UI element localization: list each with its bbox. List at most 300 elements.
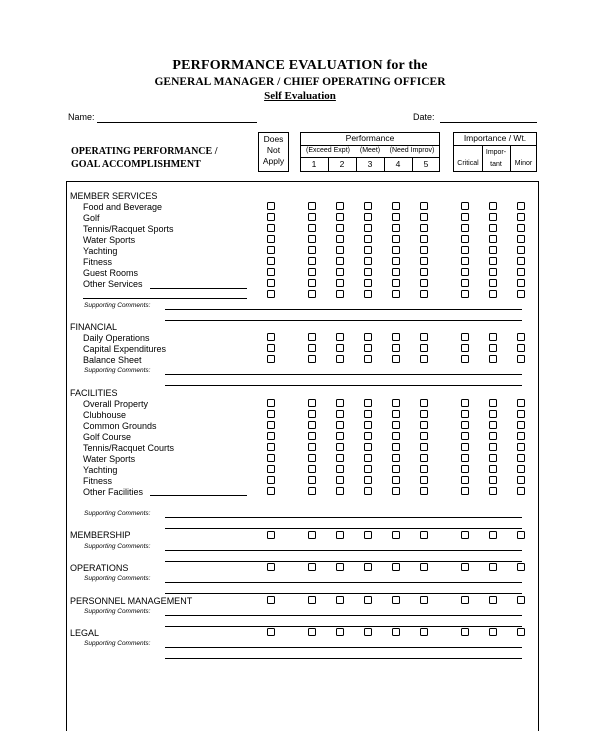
checkbox-importance-important[interactable] [489,476,497,484]
checkbox-perf-1[interactable] [308,410,316,418]
checkbox-does-not-apply[interactable] [267,628,275,636]
checkbox-perf-3[interactable] [364,476,372,484]
checkbox-importance-critical[interactable] [461,421,469,429]
comments-line[interactable] [165,550,522,551]
checkbox-importance-important[interactable] [489,246,497,254]
descriptor-need-improv: (Need Improv) [389,147,435,154]
supporting-comments-label: Supporting Comments: [84,367,151,374]
row-label: Golf [83,213,100,223]
checkbox-perf-2[interactable] [336,235,344,243]
checkbox-does-not-apply[interactable] [267,213,275,221]
checkbox-perf-1[interactable] [308,290,316,298]
checkbox-perf-5[interactable] [420,202,428,210]
comments-line[interactable] [165,615,522,616]
checkbox-perf-1[interactable] [308,268,316,276]
checkbox-importance-important[interactable] [489,399,497,407]
checkbox-importance-critical[interactable] [461,531,469,539]
checkbox-importance-critical[interactable] [461,213,469,221]
checkbox-importance-critical[interactable] [461,399,469,407]
checkbox-does-not-apply[interactable] [267,246,275,254]
comments-line[interactable] [165,626,522,627]
checkbox-perf-5[interactable] [420,410,428,418]
checkbox-importance-critical[interactable] [461,246,469,254]
checkbox-importance-important[interactable] [489,628,497,636]
checkbox-importance-minor[interactable] [517,257,525,265]
checkbox-does-not-apply[interactable] [267,268,275,276]
checkbox-importance-minor[interactable] [517,213,525,221]
checkbox-importance-critical[interactable] [461,202,469,210]
importance-divider [453,145,537,146]
comments-line[interactable] [165,385,522,386]
checkbox-perf-4[interactable] [392,465,400,473]
checkbox-perf-2[interactable] [336,224,344,232]
checkbox-perf-5[interactable] [420,628,428,636]
checkbox-perf-5[interactable] [420,443,428,451]
checkbox-perf-5[interactable] [420,290,428,298]
comments-line[interactable] [165,593,522,594]
checkbox-importance-critical[interactable] [461,487,469,495]
checkbox-does-not-apply[interactable] [267,257,275,265]
checkbox-importance-minor[interactable] [517,202,525,210]
checkbox-perf-3[interactable] [364,628,372,636]
checkbox-perf-3[interactable] [364,290,372,298]
checkbox-perf-1[interactable] [308,531,316,539]
checkbox-perf-4[interactable] [392,443,400,451]
checkbox-perf-1[interactable] [308,279,316,287]
checkbox-perf-2[interactable] [336,596,344,604]
checkbox-perf-4[interactable] [392,487,400,495]
checkbox-perf-1[interactable] [308,487,316,495]
checkbox-perf-3[interactable] [364,443,372,451]
checkbox-perf-4[interactable] [392,235,400,243]
comments-line[interactable] [165,374,522,375]
supporting-comments-label: Supporting Comments: [84,640,151,647]
checkbox-importance-minor[interactable] [517,563,525,571]
checkbox-importance-important[interactable] [489,344,497,352]
checkbox-perf-4[interactable] [392,333,400,341]
section-title-line1: OPERATING PERFORMANCE / [71,146,218,157]
descriptor-exceed: (Exceed Expt) [306,147,350,154]
score-2: 2 [339,159,345,169]
checkbox-importance-important[interactable] [489,279,497,287]
checkbox-does-not-apply[interactable] [267,432,275,440]
comments-line[interactable] [165,658,522,659]
checkbox-perf-1[interactable] [308,333,316,341]
checkbox-importance-important[interactable] [489,410,497,418]
checkbox-perf-2[interactable] [336,279,344,287]
section-membership: MEMBERSHIP [70,530,131,540]
row-label: Yachting [83,465,118,475]
checkbox-perf-2[interactable] [336,257,344,265]
supporting-comments-label: Supporting Comments: [84,302,151,309]
checkbox-importance-minor[interactable] [517,596,525,604]
section-member-services: MEMBER SERVICES [70,191,158,201]
checkbox-perf-1[interactable] [308,235,316,243]
checkbox-importance-important[interactable] [489,333,497,341]
checkbox-does-not-apply[interactable] [267,333,275,341]
checkbox-importance-important[interactable] [489,257,497,265]
checkbox-importance-important[interactable] [489,235,497,243]
checkbox-perf-3[interactable] [364,399,372,407]
checkbox-importance-critical[interactable] [461,563,469,571]
checkbox-perf-4[interactable] [392,202,400,210]
checkbox-perf-5[interactable] [420,279,428,287]
section-title-line2: GOAL ACCOMPLISHMENT [71,159,201,170]
checkbox-perf-2[interactable] [336,531,344,539]
checkbox-importance-important[interactable] [489,432,497,440]
checkbox-perf-2[interactable] [336,421,344,429]
performance-title: Performance [345,133,395,143]
comments-line[interactable] [165,309,522,310]
checkbox-importance-critical[interactable] [461,355,469,363]
checkbox-perf-5[interactable] [420,257,428,265]
checkbox-perf-5[interactable] [420,596,428,604]
checkbox-does-not-apply[interactable] [267,290,275,298]
row-label: Food and Beverage [83,202,163,212]
form-title: PERFORMANCE EVALUATION for the [172,58,428,73]
checkbox-perf-3[interactable] [364,333,372,341]
checkbox-importance-critical[interactable] [461,628,469,636]
section-financial: FINANCIAL [70,322,118,332]
checkbox-perf-2[interactable] [336,344,344,352]
checkbox-importance-minor[interactable] [517,465,525,473]
checkbox-importance-critical[interactable] [461,454,469,462]
checkbox-perf-4[interactable] [392,355,400,363]
checkbox-perf-2[interactable] [336,202,344,210]
row-label: Other Facilities [83,487,144,497]
row-label: Overall Property [83,399,149,409]
checkbox-importance-important[interactable] [489,596,497,604]
checkbox-importance-minor[interactable] [517,454,525,462]
checkbox-perf-1[interactable] [308,355,316,363]
checkbox-perf-1[interactable] [308,399,316,407]
row-label: Tennis/Racquet Courts [83,443,175,453]
supporting-comments-label: Supporting Comments: [84,575,151,582]
checkbox-importance-critical[interactable] [461,333,469,341]
importance-minor: Minor [514,160,533,167]
checkbox-perf-3[interactable] [364,235,372,243]
checkbox-does-not-apply[interactable] [267,235,275,243]
checkbox-importance-minor[interactable] [517,410,525,418]
checkbox-perf-5[interactable] [420,454,428,462]
checkbox-importance-critical[interactable] [461,410,469,418]
checkbox-importance-important[interactable] [489,531,497,539]
checkbox-importance-critical[interactable] [461,279,469,287]
checkbox-perf-5[interactable] [420,344,428,352]
checkbox-perf-1[interactable] [308,628,316,636]
row-label: Water Sports [83,454,136,464]
checkbox-perf-1[interactable] [308,246,316,254]
row-label: Yachting [83,246,118,256]
checkbox-perf-4[interactable] [392,213,400,221]
checkbox-perf-2[interactable] [336,399,344,407]
supporting-comments-label: Supporting Comments: [84,608,151,615]
checkbox-does-not-apply[interactable] [267,279,275,287]
checkbox-perf-5[interactable] [420,432,428,440]
checkbox-importance-important[interactable] [489,355,497,363]
checkbox-perf-2[interactable] [336,443,344,451]
checkbox-importance-important[interactable] [489,202,497,210]
date-label: Date: [413,112,435,122]
form-subtitle: GENERAL MANAGER / CHIEF OPERATING OFFICER [154,76,446,88]
checkbox-importance-minor[interactable] [517,476,525,484]
checkbox-perf-2[interactable] [336,268,344,276]
checkbox-importance-minor[interactable] [517,344,525,352]
comments-line[interactable] [165,582,522,583]
row-label: Guest Rooms [83,268,139,278]
date-field[interactable] [440,122,537,123]
checkbox-perf-3[interactable] [364,224,372,232]
checkbox-does-not-apply[interactable] [267,454,275,462]
checkbox-perf-4[interactable] [392,432,400,440]
checkbox-importance-important[interactable] [489,465,497,473]
checkbox-perf-2[interactable] [336,563,344,571]
row-label: Fitness [83,257,113,267]
score-4: 4 [395,159,401,169]
checkbox-perf-3[interactable] [364,596,372,604]
checkbox-perf-2[interactable] [336,355,344,363]
checkbox-perf-1[interactable] [308,454,316,462]
checkbox-importance-important[interactable] [489,487,497,495]
checkbox-perf-3[interactable] [364,531,372,539]
row-label: Tennis/Racquet Sports [83,224,174,234]
importance-title: Importance / Wt. [463,133,527,143]
checkbox-perf-1[interactable] [308,224,316,232]
checkbox-does-not-apply[interactable] [267,531,275,539]
section-operations: OPERATIONS [70,563,129,573]
checkbox-importance-critical[interactable] [461,268,469,276]
checkbox-does-not-apply[interactable] [267,202,275,210]
does-not-apply-header: Does Not Apply [258,132,289,172]
checkbox-importance-minor[interactable] [517,279,525,287]
checkbox-perf-3[interactable] [364,279,372,287]
checkbox-importance-minor[interactable] [517,399,525,407]
checkbox-perf-5[interactable] [420,487,428,495]
checkbox-perf-4[interactable] [392,563,400,571]
descriptor-meet: (Meet) [359,147,381,154]
checkbox-importance-important[interactable] [489,421,497,429]
checkbox-importance-important[interactable] [489,443,497,451]
checkbox-perf-2[interactable] [336,410,344,418]
checkbox-perf-5[interactable] [420,213,428,221]
score-5: 5 [423,159,429,169]
checkbox-importance-minor[interactable] [517,246,525,254]
row-label: Golf Course [83,432,132,442]
checkbox-importance-minor[interactable] [517,432,525,440]
checkbox-perf-1[interactable] [308,465,316,473]
other-facilities-line[interactable] [150,495,247,496]
checkbox-perf-2[interactable] [336,465,344,473]
checkbox-perf-4[interactable] [392,410,400,418]
row-label: Common Grounds [83,421,157,431]
checkbox-perf-4[interactable] [392,344,400,352]
checkbox-perf-4[interactable] [392,279,400,287]
checkbox-does-not-apply[interactable] [267,443,275,451]
checkbox-perf-4[interactable] [392,224,400,232]
checkbox-perf-3[interactable] [364,213,372,221]
checkbox-importance-important[interactable] [489,290,497,298]
checkbox-importance-important[interactable] [489,454,497,462]
checkbox-perf-2[interactable] [336,454,344,462]
checkbox-perf-2[interactable] [336,290,344,298]
evaluation-type: Self Evaluation [264,90,336,102]
score-1: 1 [311,159,317,169]
checkbox-importance-critical[interactable] [461,432,469,440]
row-label: Daily Operations [83,333,150,343]
checkbox-importance-minor[interactable] [517,487,525,495]
checkbox-perf-4[interactable] [392,268,400,276]
other-services-line[interactable] [83,298,247,299]
row-label: Capital Expenditures [83,344,167,354]
checkbox-perf-2[interactable] [336,476,344,484]
checkbox-perf-4[interactable] [392,399,400,407]
checkbox-perf-5[interactable] [420,333,428,341]
supporting-comments-label: Supporting Comments: [84,543,151,550]
name-label: Name: [68,112,95,122]
checkbox-importance-critical[interactable] [461,290,469,298]
checkbox-perf-3[interactable] [364,246,372,254]
checkbox-perf-5[interactable] [420,421,428,429]
checkbox-perf-1[interactable] [308,213,316,221]
checkbox-perf-4[interactable] [392,476,400,484]
checkbox-importance-critical[interactable] [461,235,469,243]
checkbox-does-not-apply[interactable] [267,224,275,232]
checkbox-perf-3[interactable] [364,355,372,363]
checkbox-perf-5[interactable] [420,476,428,484]
importance-important: Impor- tant [485,149,507,168]
checkbox-perf-1[interactable] [308,432,316,440]
checkbox-importance-critical[interactable] [461,224,469,232]
checkbox-perf-1[interactable] [308,257,316,265]
checkbox-importance-minor[interactable] [517,443,525,451]
checkbox-importance-critical[interactable] [461,443,469,451]
checkbox-perf-4[interactable] [392,531,400,539]
checkbox-importance-critical[interactable] [461,257,469,265]
checkbox-perf-5[interactable] [420,399,428,407]
checkbox-importance-critical[interactable] [461,465,469,473]
comments-line[interactable] [165,528,522,529]
checkbox-does-not-apply[interactable] [267,476,275,484]
supporting-comments-label: Supporting Comments: [84,510,151,517]
checkbox-perf-3[interactable] [364,454,372,462]
row-label: Fitness [83,476,113,486]
section-facilities: FACILITIES [70,388,118,398]
checkbox-perf-1[interactable] [308,421,316,429]
checkbox-does-not-apply[interactable] [267,355,275,363]
checkbox-does-not-apply[interactable] [267,399,275,407]
checkbox-perf-3[interactable] [364,344,372,352]
checkbox-perf-3[interactable] [364,465,372,473]
checkbox-importance-critical[interactable] [461,344,469,352]
checkbox-perf-5[interactable] [420,563,428,571]
checkbox-importance-minor[interactable] [517,290,525,298]
checkbox-importance-critical[interactable] [461,476,469,484]
section-legal: LEGAL [70,628,100,638]
checkbox-perf-3[interactable] [364,421,372,429]
checkbox-perf-2[interactable] [336,432,344,440]
checkbox-perf-1[interactable] [308,476,316,484]
checkbox-perf-5[interactable] [420,224,428,232]
checkbox-importance-important[interactable] [489,224,497,232]
checkbox-perf-5[interactable] [420,355,428,363]
comments-line[interactable] [165,561,522,562]
checkbox-does-not-apply[interactable] [267,421,275,429]
checkbox-perf-4[interactable] [392,257,400,265]
checkbox-importance-minor[interactable] [517,355,525,363]
checkbox-perf-4[interactable] [392,246,400,254]
checkbox-importance-critical[interactable] [461,596,469,604]
checkbox-does-not-apply[interactable] [267,344,275,352]
checkbox-perf-4[interactable] [392,596,400,604]
checkbox-perf-2[interactable] [336,246,344,254]
other-services-line[interactable] [150,288,247,289]
checkbox-does-not-apply[interactable] [267,465,275,473]
checkbox-perf-1[interactable] [308,344,316,352]
checkbox-perf-3[interactable] [364,432,372,440]
name-field[interactable] [97,122,257,123]
checkbox-perf-5[interactable] [420,531,428,539]
section-personnel-management: PERSONNEL MANAGEMENT [70,596,193,606]
checkbox-perf-3[interactable] [364,202,372,210]
checkbox-does-not-apply[interactable] [267,487,275,495]
checkbox-importance-minor[interactable] [517,628,525,636]
checkbox-importance-minor[interactable] [517,268,525,276]
checkbox-perf-3[interactable] [364,563,372,571]
checkbox-importance-minor[interactable] [517,333,525,341]
checkbox-perf-5[interactable] [420,268,428,276]
checkbox-does-not-apply[interactable] [267,410,275,418]
checkbox-perf-1[interactable] [308,596,316,604]
checkbox-importance-important[interactable] [489,213,497,221]
checkbox-importance-important[interactable] [489,563,497,571]
comments-line[interactable] [165,517,522,518]
checkbox-importance-minor[interactable] [517,531,525,539]
checkbox-perf-5[interactable] [420,235,428,243]
checkbox-perf-3[interactable] [364,257,372,265]
checkbox-perf-2[interactable] [336,628,344,636]
checkbox-perf-1[interactable] [308,443,316,451]
checkbox-does-not-apply[interactable] [267,596,275,604]
row-label: Clubhouse [83,410,127,420]
checkbox-importance-important[interactable] [489,268,497,276]
checkbox-does-not-apply[interactable] [267,563,275,571]
checkbox-perf-3[interactable] [364,410,372,418]
checkbox-perf-4[interactable] [392,454,400,462]
checkbox-perf-4[interactable] [392,421,400,429]
checkbox-perf-2[interactable] [336,213,344,221]
row-label: Other Services [83,279,143,289]
row-label: Balance Sheet [83,355,142,365]
checkbox-importance-minor[interactable] [517,421,525,429]
checkbox-perf-3[interactable] [364,487,372,495]
comments-line[interactable] [165,647,522,648]
checkbox-perf-4[interactable] [392,628,400,636]
checkbox-perf-2[interactable] [336,487,344,495]
row-label: Water Sports [83,235,136,245]
score-3: 3 [367,159,373,169]
checkbox-perf-3[interactable] [364,268,372,276]
checkbox-perf-1[interactable] [308,563,316,571]
checkbox-perf-4[interactable] [392,290,400,298]
checkbox-perf-5[interactable] [420,246,428,254]
comments-line[interactable] [165,320,522,321]
checkbox-importance-minor[interactable] [517,235,525,243]
checkbox-importance-minor[interactable] [517,224,525,232]
checkbox-perf-5[interactable] [420,465,428,473]
checkbox-perf-2[interactable] [336,333,344,341]
checkbox-perf-1[interactable] [308,202,316,210]
importance-critical: Critical [457,160,479,167]
